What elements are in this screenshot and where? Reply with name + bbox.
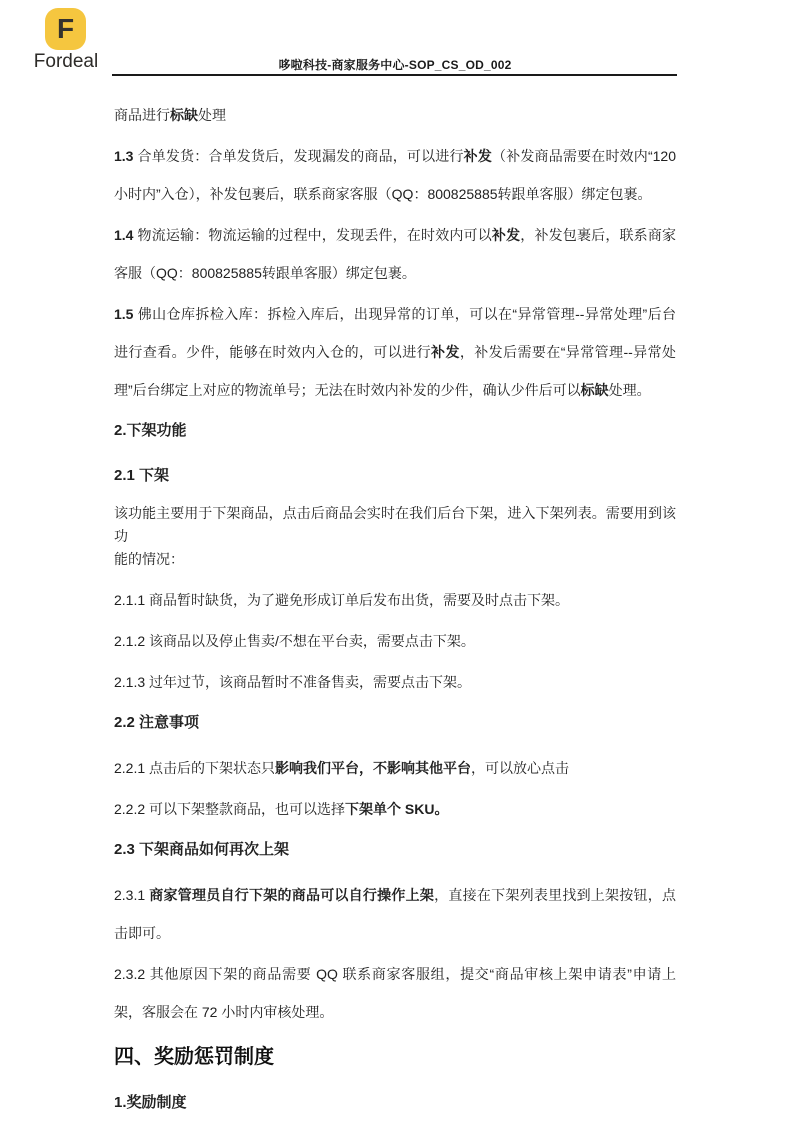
- text-line: [114, 502, 676, 548]
- text-segment: ，补发包裹后，联系商家: [520, 227, 677, 243]
- bold-text-segment: 1.3: [114, 148, 134, 164]
- bold-text-segment: 1.5: [114, 306, 134, 322]
- heading: [114, 704, 676, 742]
- header-rule: [112, 74, 677, 76]
- text-line: [114, 96, 676, 134]
- text-segment: 2.2 注意事项: [114, 714, 200, 731]
- bold-text-segment: 补发: [491, 227, 521, 243]
- text-line: [114, 663, 676, 701]
- fordeal-logo-letter: F: [56, 13, 75, 44]
- text-segment: 佛山仓库拆检入库：拆检入库后，出现异常的订单，可以在“异常管理--异常处理”后台: [133, 306, 676, 322]
- text-line: [114, 876, 676, 914]
- text-line: [114, 216, 676, 254]
- text-segment: 2.3.2 其他原因下架的商品需要 QQ 联系商家客服组，提交“商品审核上架申请表”申请上: [114, 966, 676, 982]
- text-line: [114, 749, 676, 787]
- text-segment: 架，客服会在 72 小时内审核处理。: [114, 1004, 334, 1020]
- bold-text-segment: 商家管理员自行下架的商品可以自行操作上架: [149, 887, 435, 903]
- text-line: [114, 1034, 676, 1080]
- paragraph: [114, 96, 676, 134]
- paragraph: [114, 581, 676, 619]
- paragraph: [114, 295, 676, 409]
- text-line: [114, 548, 676, 571]
- text-segment: 小时内”入仓），补发包裹后，联系商家客服（QQ：800825885转跟单客服）绑定包裹。: [114, 186, 652, 202]
- header-doc-title: 哆啦科技-商家服务中心-SOP_CS_OD_002: [278, 58, 512, 72]
- fordeal-logo-icon: [45, 8, 86, 50]
- text-line: [114, 993, 676, 1031]
- text-segment: ，可以放心点击: [471, 760, 570, 776]
- text-segment: 击即可。: [114, 925, 170, 941]
- text-segment: 处理: [198, 107, 226, 123]
- text-segment: 2.1 下架: [114, 467, 170, 484]
- text-segment: 能的情况：: [114, 551, 184, 567]
- heading: [114, 831, 676, 869]
- text-line: [114, 371, 676, 409]
- text-segment: 该功能主要用于下架商品，点击后商品会实时在我们后台下架，进入下架列表。需要用到该功: [114, 505, 676, 544]
- text-segment: 2.3 下架商品如何再次上架: [114, 841, 290, 858]
- text-line: [114, 581, 676, 619]
- text-segment: 四、奖励惩罚制度: [114, 1046, 274, 1068]
- bold-text-segment: 标缺: [170, 107, 198, 123]
- text-line: [114, 457, 676, 495]
- paragraph: [114, 876, 676, 952]
- heading: [114, 1034, 676, 1080]
- text-line: [114, 704, 676, 742]
- paragraph: [114, 663, 676, 701]
- text-segment: 2.1.1 商品暂时缺货，为了避免形成订单后发布出货，需要及时点击下架。: [114, 592, 570, 608]
- text-line: [114, 831, 676, 869]
- text-line: [114, 914, 676, 952]
- text-segment: ，补发后需要在“异常管理--异常处: [459, 344, 676, 360]
- text-segment: 2.下架功能: [114, 422, 187, 439]
- text-segment: 1.奖励制度: [114, 1094, 187, 1111]
- text-segment: 2.3.1: [114, 887, 150, 903]
- paragraph: [114, 955, 676, 1031]
- text-line: [114, 955, 676, 993]
- text-line: [114, 1084, 676, 1122]
- text-segment: 客服（QQ：800825885转跟单客服）绑定包裹。: [114, 265, 416, 281]
- paragraph: [114, 216, 676, 292]
- paragraph: [114, 749, 676, 787]
- heading: [114, 457, 676, 495]
- text-segment: 进行查看。少件，能够在时效内入仓的，可以进行: [114, 344, 432, 360]
- text-segment: 理”后台绑定上对应的物流单号；无法在时效内补发的少件，确认少件后可以: [114, 382, 581, 398]
- text-line: [114, 412, 676, 450]
- bold-text-segment: 补发: [463, 148, 493, 164]
- document-body: [114, 96, 676, 1122]
- fordeal-wordmark: Fordeal: [33, 51, 99, 72]
- text-segment: 商品进行: [114, 107, 170, 123]
- text-line: [114, 333, 676, 371]
- bold-text-segment: 1.4: [114, 227, 134, 243]
- text-line: [114, 137, 676, 175]
- text-segment: （补发商品需要在时效内“120: [492, 148, 677, 164]
- text-segment: 合单发货：合单发货后，发现漏发的商品，可以进行: [133, 148, 464, 164]
- bold-text-segment: 下架单个 SKU。: [345, 801, 449, 817]
- paragraph: [114, 790, 676, 828]
- bold-text-segment: 影响我们平台，不影响其他平台: [275, 760, 472, 776]
- paragraph: [114, 502, 676, 571]
- text-line: [114, 295, 676, 333]
- heading: [114, 412, 676, 450]
- text-segment: 2.2.1 点击后的下架状态只: [114, 760, 276, 776]
- bold-text-segment: 标缺: [580, 382, 609, 398]
- text-segment: ，直接在下架列表里找到上架按钮，点: [434, 887, 677, 903]
- text-segment: 物流运输：物流运输的过程中，发现丢件，在时效内可以: [133, 227, 492, 243]
- text-segment: 2.2.2 可以下架整款商品，也可以选择: [114, 801, 346, 817]
- paragraph: [114, 622, 676, 660]
- paragraph: [114, 137, 676, 213]
- text-line: [114, 790, 676, 828]
- text-segment: 2.1.2 该商品以及停止售卖/不想在平台卖，需要点击下架。: [114, 633, 475, 649]
- heading: [114, 1084, 676, 1122]
- text-line: [114, 622, 676, 660]
- text-segment: 2.1.3 过年过节，该商品暂时不准备售卖，需要点击下架。: [114, 674, 472, 690]
- bold-text-segment: 补发: [431, 344, 460, 360]
- text-segment: 处理。: [608, 382, 651, 398]
- text-line: [114, 254, 676, 292]
- text-line: [114, 175, 676, 213]
